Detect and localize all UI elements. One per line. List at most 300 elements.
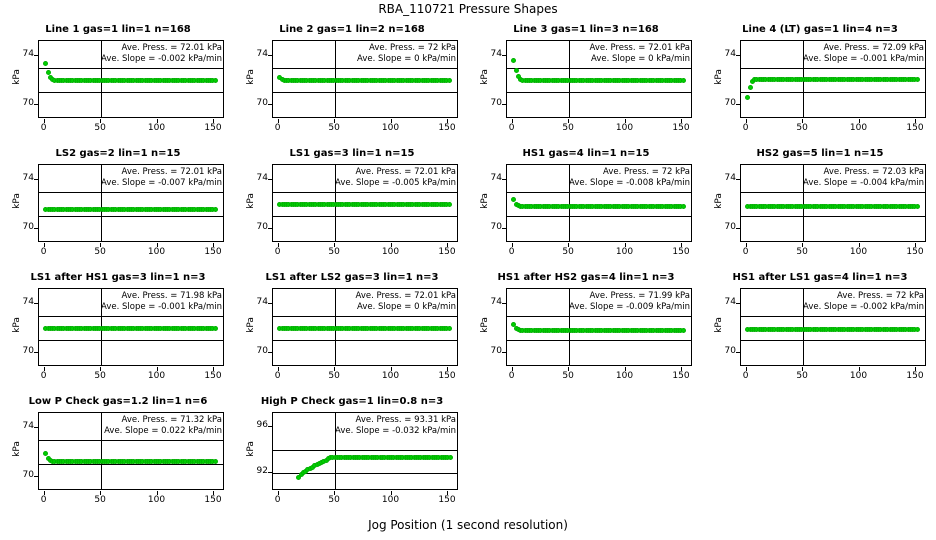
y-tick-label: 70 xyxy=(724,97,736,108)
y-tick-label: 74 xyxy=(22,296,34,307)
data-point xyxy=(213,459,218,464)
panel-annotation xyxy=(101,167,222,189)
y-tick-mark xyxy=(268,472,272,473)
x-tick-label: 150 xyxy=(672,371,690,381)
y-axis-label: kPa xyxy=(12,69,22,85)
panel-2 xyxy=(244,24,460,140)
annotation-ave-slope: Ave. Slope = 0 kPa/min xyxy=(357,302,456,312)
y-tick-mark xyxy=(268,55,272,56)
y-axis-label: kPa xyxy=(480,317,490,333)
x-tick-label: 100 xyxy=(615,247,634,257)
x-tick-mark xyxy=(44,367,45,371)
y-tick-mark xyxy=(736,303,740,304)
y-axis-label: kPa xyxy=(246,317,256,333)
annotation-ave-press: Ave. Press. = 72.09 kPa xyxy=(823,43,924,53)
data-point xyxy=(447,326,452,331)
reference-hline xyxy=(273,92,457,93)
y-tick-label: 74 xyxy=(22,48,34,59)
reference-hline xyxy=(273,316,457,317)
x-tick-mark xyxy=(278,243,279,247)
y-tick-label: 70 xyxy=(490,97,502,108)
panel-title: Line 3 gas=1 lin=3 n=168 xyxy=(513,24,659,35)
reference-hline xyxy=(39,440,223,441)
x-tick-mark xyxy=(44,119,45,123)
annotation-ave-press: Ave. Press. = 71.32 kPa xyxy=(121,415,222,425)
x-tick-label: 0 xyxy=(274,495,281,505)
panel-title: HS1 after LS1 gas=4 lin=1 n=3 xyxy=(732,272,908,283)
data-point xyxy=(213,78,218,83)
x-tick-label: 0 xyxy=(742,371,749,381)
x-tick-mark xyxy=(100,243,101,247)
annotation-ave-slope: Ave. Slope = -0.032 kPa/min xyxy=(335,426,456,436)
y-tick-label: 70 xyxy=(256,345,268,356)
reference-hline xyxy=(273,68,457,69)
x-tick-mark xyxy=(859,119,860,123)
panel-title: LS1 gas=3 lin=1 n=15 xyxy=(289,148,415,159)
x-tick-mark xyxy=(44,491,45,495)
annotation-ave-press: Ave. Press. = 72 kPa xyxy=(369,43,456,53)
x-tick-label: 100 xyxy=(147,123,166,133)
reference-hline xyxy=(507,216,691,217)
y-tick-label: 74 xyxy=(490,48,502,59)
y-tick-label: 74 xyxy=(22,172,34,183)
y-tick-mark xyxy=(34,228,38,229)
y-tick-mark xyxy=(502,104,506,105)
panel-5 xyxy=(10,148,226,264)
reference-hline xyxy=(507,92,691,93)
reference-hline xyxy=(741,68,925,69)
x-tick-mark xyxy=(157,491,158,495)
x-tick-label: 50 xyxy=(328,123,340,133)
panel-3 xyxy=(478,24,694,140)
x-tick-label: 100 xyxy=(381,123,400,133)
annotation-ave-slope: Ave. Slope = -0.004 kPa/min xyxy=(803,178,924,188)
reference-vline xyxy=(101,413,102,489)
x-tick-mark xyxy=(447,491,448,495)
data-point xyxy=(511,58,516,63)
reference-hline xyxy=(39,316,223,317)
y-tick-mark xyxy=(736,104,740,105)
x-tick-mark xyxy=(859,243,860,247)
x-tick-mark xyxy=(625,367,626,371)
x-tick-mark xyxy=(334,491,335,495)
panel-annotation xyxy=(335,415,456,437)
y-tick-label: 70 xyxy=(22,345,34,356)
annotation-ave-slope: Ave. Slope = -0.002 kPa/min xyxy=(101,54,222,64)
x-tick-mark xyxy=(625,119,626,123)
reference-hline xyxy=(741,192,925,193)
x-tick-label: 0 xyxy=(274,371,281,381)
x-tick-mark xyxy=(157,367,158,371)
data-point xyxy=(748,85,753,90)
reference-hline xyxy=(507,316,691,317)
x-tick-label: 50 xyxy=(796,247,808,257)
x-tick-label: 50 xyxy=(328,247,340,257)
panel-title: HS1 after HS2 gas=4 lin=1 n=3 xyxy=(497,272,675,283)
reference-hline xyxy=(39,340,223,341)
reference-hline xyxy=(741,316,925,317)
x-tick-mark xyxy=(100,367,101,371)
x-tick-label: 50 xyxy=(94,495,106,505)
x-tick-label: 100 xyxy=(147,247,166,257)
panel-title: Line 4 (LT) gas=1 lin=4 n=3 xyxy=(742,24,898,35)
y-tick-label: 92 xyxy=(256,465,268,476)
reference-hline xyxy=(273,340,457,341)
panel-title: High P Check gas=1 lin=0.8 n=3 xyxy=(260,396,444,407)
panel-7 xyxy=(478,148,694,264)
data-point xyxy=(681,204,686,209)
panel-9 xyxy=(10,272,226,388)
x-tick-mark xyxy=(625,243,626,247)
x-tick-label: 100 xyxy=(849,123,868,133)
panel-annotation xyxy=(104,415,222,437)
reference-hline xyxy=(741,216,925,217)
data-point xyxy=(447,78,452,83)
x-tick-label: 150 xyxy=(906,123,924,133)
y-axis-label: kPa xyxy=(246,193,256,209)
y-tick-mark xyxy=(34,352,38,353)
x-tick-mark xyxy=(512,243,513,247)
panel-1 xyxy=(10,24,226,140)
panel-title: HS2 gas=5 lin=1 n=15 xyxy=(756,148,884,159)
x-tick-label: 50 xyxy=(562,371,574,381)
annotation-ave-press: Ave. Press. = 72.01 kPa xyxy=(121,43,222,53)
x-tick-mark xyxy=(447,367,448,371)
x-tick-label: 0 xyxy=(40,247,47,257)
y-tick-mark xyxy=(268,104,272,105)
x-tick-label: 0 xyxy=(40,495,47,505)
x-tick-mark xyxy=(859,367,860,371)
y-axis-label: kPa xyxy=(714,69,724,85)
y-tick-label: 74 xyxy=(490,172,502,183)
x-tick-label: 50 xyxy=(562,123,574,133)
panel-title: Line 1 gas=1 lin=1 n=168 xyxy=(45,24,191,35)
x-tick-label: 100 xyxy=(147,371,166,381)
panel-title: Line 2 gas=1 lin=2 n=168 xyxy=(279,24,425,35)
annotation-ave-slope: Ave. Slope = 0 kPa/min xyxy=(591,54,690,64)
x-tick-mark xyxy=(213,367,214,371)
panel-13 xyxy=(10,396,226,512)
y-axis-label: kPa xyxy=(714,317,724,333)
x-tick-label: 100 xyxy=(615,371,634,381)
annotation-ave-press: Ave. Press. = 72 kPa xyxy=(837,291,924,301)
annotation-ave-press: Ave. Press. = 71.98 kPa xyxy=(121,291,222,301)
panel-title: HS1 gas=4 lin=1 n=15 xyxy=(522,148,650,159)
y-tick-label: 70 xyxy=(256,221,268,232)
y-tick-label: 70 xyxy=(256,97,268,108)
y-tick-mark xyxy=(736,179,740,180)
y-tick-label: 74 xyxy=(256,48,268,59)
x-tick-mark xyxy=(802,243,803,247)
panel-annotation xyxy=(101,291,222,313)
x-tick-mark xyxy=(568,243,569,247)
y-axis-label: kPa xyxy=(246,441,256,457)
y-tick-mark xyxy=(268,303,272,304)
x-tick-mark xyxy=(213,119,214,123)
x-tick-mark xyxy=(157,119,158,123)
annotation-ave-press: Ave. Press. = 72 kPa xyxy=(603,167,690,177)
reference-hline xyxy=(39,216,223,217)
x-tick-label: 0 xyxy=(742,247,749,257)
y-tick-mark xyxy=(34,476,38,477)
data-point xyxy=(745,95,750,100)
reference-hline xyxy=(273,216,457,217)
data-point xyxy=(213,207,218,212)
annotation-ave-press: Ave. Press. = 72.03 kPa xyxy=(823,167,924,177)
x-tick-label: 0 xyxy=(508,371,515,381)
y-tick-label: 70 xyxy=(22,221,34,232)
x-tick-label: 150 xyxy=(204,495,222,505)
y-tick-mark xyxy=(502,55,506,56)
x-tick-label: 150 xyxy=(672,247,690,257)
annotation-ave-slope: Ave. Slope = -0.005 kPa/min xyxy=(335,178,456,188)
y-axis-label: kPa xyxy=(12,317,22,333)
panel-4 xyxy=(712,24,928,140)
x-tick-mark xyxy=(391,491,392,495)
y-tick-mark xyxy=(34,179,38,180)
x-tick-mark xyxy=(746,367,747,371)
panel-annotation xyxy=(335,167,456,189)
x-tick-mark xyxy=(681,243,682,247)
x-tick-mark xyxy=(681,367,682,371)
panel-annotation xyxy=(356,291,457,313)
x-tick-mark xyxy=(44,243,45,247)
x-tick-mark xyxy=(512,119,513,123)
y-tick-label: 74 xyxy=(256,296,268,307)
y-tick-mark xyxy=(736,55,740,56)
y-tick-label: 70 xyxy=(724,221,736,232)
x-tick-label: 50 xyxy=(328,371,340,381)
x-tick-label: 100 xyxy=(615,123,634,133)
annotation-ave-slope: Ave. Slope = -0.008 kPa/min xyxy=(569,178,690,188)
x-tick-label: 100 xyxy=(849,371,868,381)
x-tick-label: 150 xyxy=(672,123,690,133)
x-tick-label: 50 xyxy=(94,247,106,257)
x-tick-mark xyxy=(391,119,392,123)
x-tick-mark xyxy=(278,491,279,495)
x-tick-label: 100 xyxy=(381,371,400,381)
x-tick-mark xyxy=(157,243,158,247)
annotation-ave-slope: Ave. Slope = -0.001 kPa/min xyxy=(101,302,222,312)
x-tick-mark xyxy=(447,119,448,123)
reference-hline xyxy=(507,192,691,193)
y-tick-label: 74 xyxy=(724,172,736,183)
panel-annotation xyxy=(803,291,924,313)
annotation-ave-press: Ave. Press. = 93.31 kPa xyxy=(355,415,456,425)
x-tick-label: 50 xyxy=(796,123,808,133)
data-point xyxy=(43,61,48,66)
x-tick-mark xyxy=(568,367,569,371)
y-tick-mark xyxy=(502,179,506,180)
x-tick-mark xyxy=(278,367,279,371)
panel-11 xyxy=(478,272,694,388)
panel-annotation xyxy=(803,43,924,65)
panel-annotation xyxy=(569,291,690,313)
x-tick-label: 100 xyxy=(381,495,400,505)
reference-hline xyxy=(507,68,691,69)
y-tick-label: 70 xyxy=(22,97,34,108)
x-tick-label: 0 xyxy=(508,123,515,133)
y-tick-label: 70 xyxy=(22,469,34,480)
annotation-ave-slope: Ave. Slope = -0.002 kPa/min xyxy=(803,302,924,312)
reference-hline xyxy=(507,340,691,341)
y-tick-mark xyxy=(502,303,506,304)
x-tick-label: 150 xyxy=(438,371,456,381)
data-point xyxy=(448,455,453,460)
x-tick-label: 150 xyxy=(438,495,456,505)
x-tick-label: 150 xyxy=(906,247,924,257)
x-tick-mark xyxy=(447,243,448,247)
annotation-ave-press: Ave. Press. = 71.99 kPa xyxy=(589,291,690,301)
x-tick-label: 0 xyxy=(40,123,47,133)
y-axis-label: kPa xyxy=(714,193,724,209)
y-tick-mark xyxy=(502,228,506,229)
x-tick-mark xyxy=(568,119,569,123)
panel-annotation xyxy=(357,43,456,65)
x-tick-mark xyxy=(213,243,214,247)
reference-hline xyxy=(39,192,223,193)
annotation-ave-slope: Ave. Slope = -0.007 kPa/min xyxy=(101,178,222,188)
data-point xyxy=(213,326,218,331)
annotation-ave-slope: Ave. Slope = 0 kPa/min xyxy=(357,54,456,64)
y-tick-label: 74 xyxy=(256,172,268,183)
x-tick-label: 0 xyxy=(40,371,47,381)
reference-hline xyxy=(273,192,457,193)
annotation-ave-slope: Ave. Slope = -0.009 kPa/min xyxy=(569,302,690,312)
x-tick-mark xyxy=(915,119,916,123)
panel-annotation xyxy=(803,167,924,189)
panel-title: LS1 after LS2 gas=3 lin=1 n=3 xyxy=(265,272,439,283)
annotation-ave-slope: Ave. Slope = 0.022 kPa/min xyxy=(104,426,222,436)
annotation-ave-press: Ave. Press. = 72.01 kPa xyxy=(121,167,222,177)
y-tick-mark xyxy=(736,352,740,353)
panel-annotation xyxy=(569,167,690,189)
panel-10 xyxy=(244,272,460,388)
y-tick-label: 70 xyxy=(490,221,502,232)
x-tick-label: 50 xyxy=(94,371,106,381)
panel-8 xyxy=(712,148,928,264)
data-point xyxy=(681,328,686,333)
y-tick-label: 70 xyxy=(724,345,736,356)
data-point xyxy=(681,78,686,83)
x-tick-label: 150 xyxy=(438,123,456,133)
x-tick-mark xyxy=(915,243,916,247)
data-point xyxy=(447,202,452,207)
y-tick-label: 96 xyxy=(256,419,268,430)
x-tick-mark xyxy=(915,367,916,371)
data-point xyxy=(915,327,920,332)
y-tick-mark xyxy=(268,179,272,180)
x-tick-label: 50 xyxy=(328,495,340,505)
x-tick-label: 150 xyxy=(204,123,222,133)
reference-hline xyxy=(39,68,223,69)
y-axis-label: kPa xyxy=(246,69,256,85)
x-tick-mark xyxy=(278,119,279,123)
y-tick-mark xyxy=(268,426,272,427)
x-tick-mark xyxy=(100,119,101,123)
x-tick-mark xyxy=(681,119,682,123)
annotation-ave-press: Ave. Press. = 72.01 kPa xyxy=(355,291,456,301)
panel-title: LS1 after HS1 gas=3 lin=1 n=3 xyxy=(30,272,206,283)
x-tick-mark xyxy=(213,491,214,495)
x-tick-label: 100 xyxy=(381,247,400,257)
data-point xyxy=(915,77,920,82)
y-tick-mark xyxy=(34,303,38,304)
y-tick-mark xyxy=(502,352,506,353)
reference-hline xyxy=(273,450,457,451)
y-tick-label: 74 xyxy=(490,296,502,307)
x-tick-label: 50 xyxy=(562,247,574,257)
annotation-ave-press: Ave. Press. = 72.01 kPa xyxy=(355,167,456,177)
y-axis-label: kPa xyxy=(12,441,22,457)
reference-hline xyxy=(741,92,925,93)
y-tick-mark xyxy=(736,228,740,229)
x-tick-label: 150 xyxy=(906,371,924,381)
x-tick-label: 100 xyxy=(849,247,868,257)
x-tick-label: 0 xyxy=(508,247,515,257)
x-tick-mark xyxy=(334,243,335,247)
x-tick-label: 100 xyxy=(147,495,166,505)
x-tick-mark xyxy=(100,491,101,495)
x-tick-mark xyxy=(746,119,747,123)
x-tick-label: 0 xyxy=(742,123,749,133)
x-tick-mark xyxy=(512,367,513,371)
figure-title: RBA_110721 Pressure Shapes xyxy=(378,2,558,16)
x-tick-label: 50 xyxy=(796,371,808,381)
panel-annotation xyxy=(590,43,691,65)
y-axis-label: kPa xyxy=(12,193,22,209)
y-tick-mark xyxy=(268,228,272,229)
x-tick-label: 150 xyxy=(438,247,456,257)
panel-14 xyxy=(244,396,460,512)
reference-hline xyxy=(741,340,925,341)
y-tick-label: 74 xyxy=(724,296,736,307)
panel-6 xyxy=(244,148,460,264)
panel-title: Low P Check gas=1.2 lin=1 n=6 xyxy=(28,396,208,407)
x-tick-mark xyxy=(802,119,803,123)
panel-annotation xyxy=(101,43,222,65)
y-tick-mark xyxy=(34,55,38,56)
x-tick-label: 150 xyxy=(204,371,222,381)
x-tick-label: 150 xyxy=(204,247,222,257)
x-tick-mark xyxy=(391,243,392,247)
y-axis-label: kPa xyxy=(480,193,490,209)
panel-title: LS2 gas=2 lin=1 n=15 xyxy=(55,148,181,159)
x-tick-label: 50 xyxy=(94,123,106,133)
x-tick-mark xyxy=(802,367,803,371)
y-tick-label: 74 xyxy=(724,48,736,59)
x-tick-label: 0 xyxy=(274,247,281,257)
annotation-ave-press: Ave. Press. = 72.01 kPa xyxy=(589,43,690,53)
reference-hline xyxy=(39,464,223,465)
data-point xyxy=(514,68,519,73)
x-tick-label: 0 xyxy=(274,123,281,133)
y-tick-mark xyxy=(268,352,272,353)
y-tick-label: 74 xyxy=(22,420,34,431)
y-tick-mark xyxy=(34,427,38,428)
figure-x-axis-label: Jog Position (1 second resolution) xyxy=(368,518,568,532)
y-tick-label: 70 xyxy=(490,345,502,356)
x-tick-mark xyxy=(334,367,335,371)
panel-12 xyxy=(712,272,928,388)
y-tick-mark xyxy=(34,104,38,105)
data-point xyxy=(915,204,920,209)
x-tick-mark xyxy=(746,243,747,247)
x-tick-mark xyxy=(334,119,335,123)
y-axis-label: kPa xyxy=(480,69,490,85)
reference-hline xyxy=(39,92,223,93)
x-tick-mark xyxy=(391,367,392,371)
